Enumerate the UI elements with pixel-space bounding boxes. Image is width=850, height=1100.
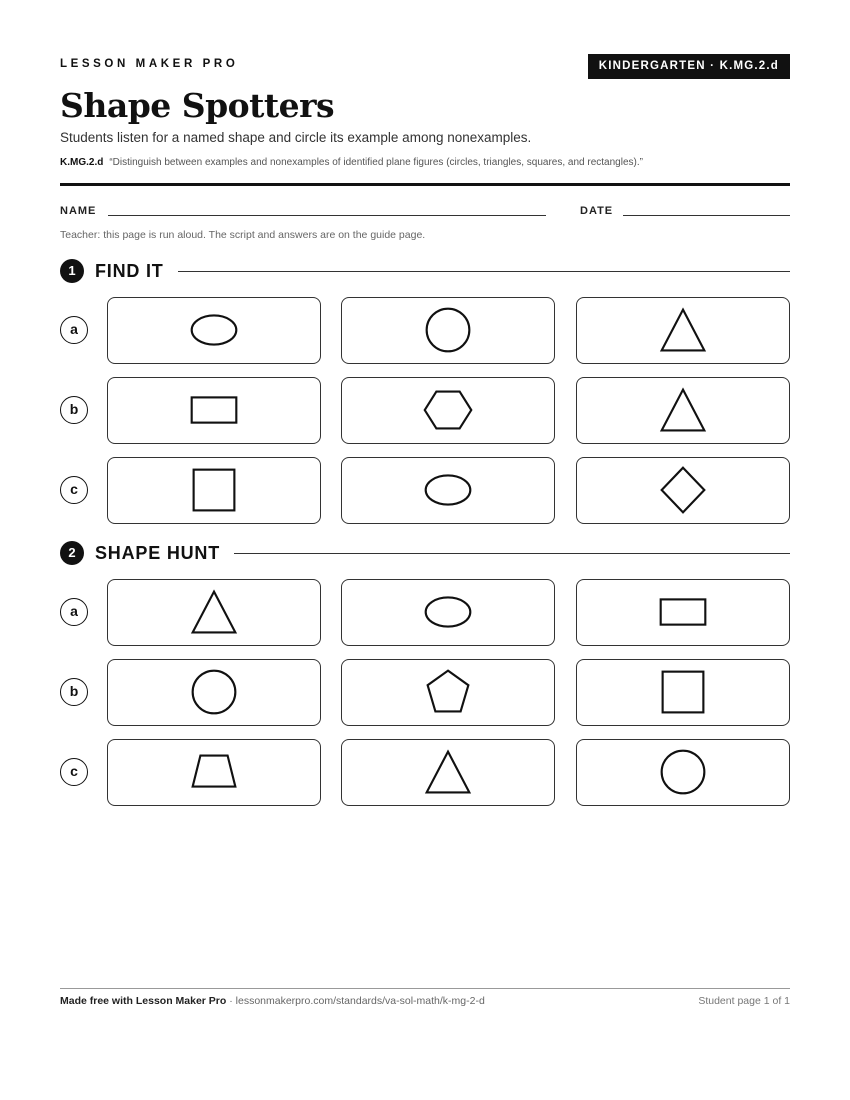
standard-text: “Distinguish between examples and nonexamples of identified plane figures (circles, triangles, squares, and rectangles).” xyxy=(109,157,643,168)
row-label: a xyxy=(60,316,88,344)
trapezoid-shape xyxy=(108,740,320,805)
name-label: NAME xyxy=(60,205,97,217)
rectangle-shape xyxy=(577,580,789,645)
shape-card[interactable] xyxy=(341,457,555,524)
footer-credit xyxy=(60,995,485,1007)
standard-code: K.MG.2.d xyxy=(60,157,104,168)
shape-card[interactable] xyxy=(576,659,790,726)
section-heading xyxy=(60,541,790,565)
circle-shape xyxy=(108,660,320,725)
oval-shape xyxy=(342,458,554,523)
section-rule xyxy=(234,553,790,554)
triangle-shape xyxy=(342,740,554,805)
row-label: c xyxy=(60,758,88,786)
shape-card[interactable] xyxy=(341,739,555,806)
footer-page-number: Student page 1 of 1 xyxy=(698,995,790,1007)
date-label: DATE xyxy=(580,205,614,217)
triangle-shape xyxy=(577,298,789,363)
row-label: c xyxy=(60,476,88,504)
circle-shape xyxy=(577,740,789,805)
section-rule xyxy=(178,271,790,272)
shape-card[interactable] xyxy=(107,297,321,364)
row-label: b xyxy=(60,396,88,424)
rhombus-shape xyxy=(577,458,789,523)
shape-card[interactable] xyxy=(107,739,321,806)
standard-statement xyxy=(60,157,643,168)
section-title: FIND IT xyxy=(95,261,164,281)
brand-name: LESSON MAKER PRO xyxy=(60,58,239,70)
name-field-line[interactable] xyxy=(108,215,546,216)
page-subtitle: Students listen for a named shape and circle its example among nonexamples. xyxy=(60,130,532,145)
row-label: b xyxy=(60,678,88,706)
shape-card[interactable] xyxy=(107,659,321,726)
header-divider xyxy=(60,183,790,186)
shape-card[interactable] xyxy=(576,739,790,806)
date-field-line[interactable] xyxy=(623,215,790,216)
shape-card[interactable] xyxy=(576,297,790,364)
shape-card[interactable] xyxy=(107,579,321,646)
triangle-shape xyxy=(577,378,789,443)
oval-shape xyxy=(342,580,554,645)
rectangle-shape xyxy=(108,378,320,443)
shape-card[interactable] xyxy=(341,659,555,726)
hexagon-shape xyxy=(342,378,554,443)
page-title: Shape Spotters xyxy=(60,86,335,125)
section-heading xyxy=(60,259,790,283)
pentagon-shape xyxy=(342,660,554,725)
oval-shape xyxy=(108,298,320,363)
square-shape xyxy=(108,458,320,523)
section-number: 1 xyxy=(60,259,84,283)
shape-card[interactable] xyxy=(341,297,555,364)
shape-card[interactable] xyxy=(107,457,321,524)
shape-card[interactable] xyxy=(341,579,555,646)
teacher-note: Teacher: this page is run aloud. The script and answers are on the guide page. xyxy=(60,229,426,241)
shape-card[interactable] xyxy=(341,377,555,444)
shape-card[interactable] xyxy=(576,377,790,444)
shape-card[interactable] xyxy=(107,377,321,444)
triangle-shape xyxy=(108,580,320,645)
circle-shape xyxy=(342,298,554,363)
grade-standard-badge: KINDERGARTEN · K.MG.2.d xyxy=(588,54,790,79)
footer-divider xyxy=(60,988,790,989)
shape-card[interactable] xyxy=(576,457,790,524)
shape-card[interactable] xyxy=(576,579,790,646)
footer-url: · lessonmakerpro.com/standards/va-sol-math/k-mg-2-d xyxy=(226,995,485,1007)
footer-made-with: Made free with Lesson Maker Pro xyxy=(60,995,227,1007)
section-title: SHAPE HUNT xyxy=(95,543,221,563)
section-number: 2 xyxy=(60,541,84,565)
row-label: a xyxy=(60,598,88,626)
square-shape xyxy=(577,660,789,725)
